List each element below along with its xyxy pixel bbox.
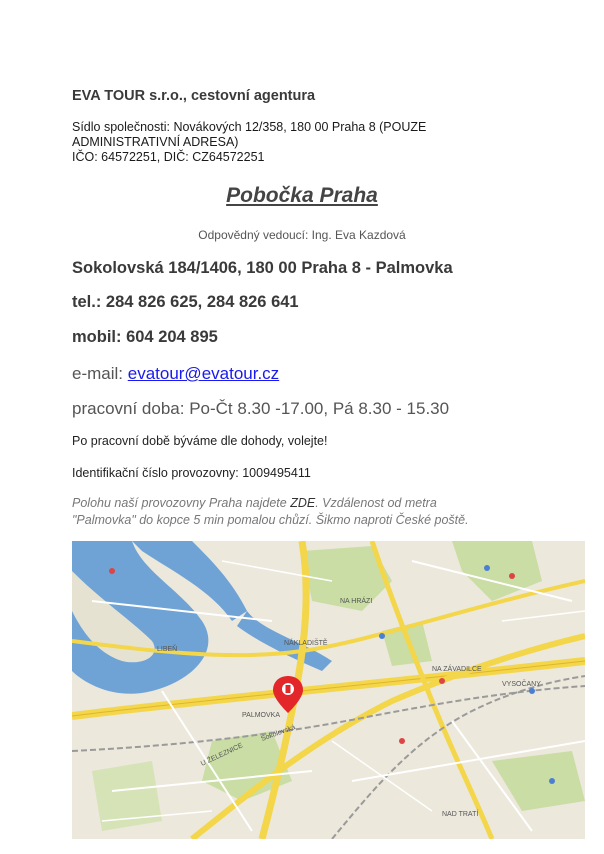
location-text-pre: Polohu naší provozovny Praha najdete: [72, 496, 291, 510]
email-label: e-mail:: [72, 364, 128, 383]
branch-address: Sokolovská 184/1406, 180 00 Praha 8 - Palmovka: [72, 259, 453, 277]
seat-line-3: IČO: 64572251, DIČ: CZ64572251: [72, 150, 265, 164]
branch-manager: Odpovědný vedoucí: Ing. Eva Kazdová: [198, 228, 406, 242]
branch-phone: tel.: 284 826 625, 284 826 641: [72, 293, 299, 311]
seat-line-2: ADMINISTRATIVNÍ ADRESA): [72, 135, 239, 149]
map-label-nad-trati: NAD TRATÍ: [442, 811, 479, 818]
map-label-na-zavadilce: NA ZÁVADILCE: [432, 666, 482, 673]
map-image: [72, 541, 585, 839]
company-seat: [72, 120, 426, 165]
after-hours-note: Po pracovní době býváme dle dohody, volejte!: [72, 434, 328, 448]
email-link[interactable]: evatour@evatour.cz: [127, 364, 280, 383]
location-text-post: . Vzdálenost od metra: [315, 496, 437, 510]
location-link[interactable]: ZDE: [290, 496, 316, 510]
location-map[interactable]: [72, 541, 585, 839]
map-label-na-hrazi: NA HRÁZI: [340, 598, 373, 605]
map-label-sokolovska: Sokolovská: [260, 724, 297, 743]
company-name: EVA TOUR s.r.o., cestovní agentura: [72, 88, 316, 104]
map-label-u-zeleznice: U ŽELEZNICE: [199, 742, 245, 768]
establishment-id: Identifikační číslo provozovny: 1009495411: [72, 466, 311, 480]
opening-hours: pracovní doba: Po-Čt 8.30 -17.00, Pá 8.30 - 15.30: [72, 399, 450, 418]
branch-mobile: mobil: 604 204 895: [72, 328, 218, 346]
map-label-palmovka: PALMOVKA: [242, 712, 280, 719]
branch-title: Pobočka Praha: [226, 184, 378, 207]
location-note: [72, 495, 469, 529]
map-label-vysocany: VYSOČANY: [502, 681, 541, 688]
map-label-liben: LIBEŇ: [157, 646, 178, 653]
map-label-nakladiste: NÁKLADIŠTĚ: [284, 640, 328, 647]
email-line: [72, 364, 279, 384]
location-line-2: "Palmovka" do kopce 5 min pomalou chůzí. Šikmo naproti České poště.: [72, 513, 469, 527]
seat-line-1: Sídlo společnosti: Novákových 12/358, 180 00 Praha 8 (POUZE: [72, 120, 427, 134]
